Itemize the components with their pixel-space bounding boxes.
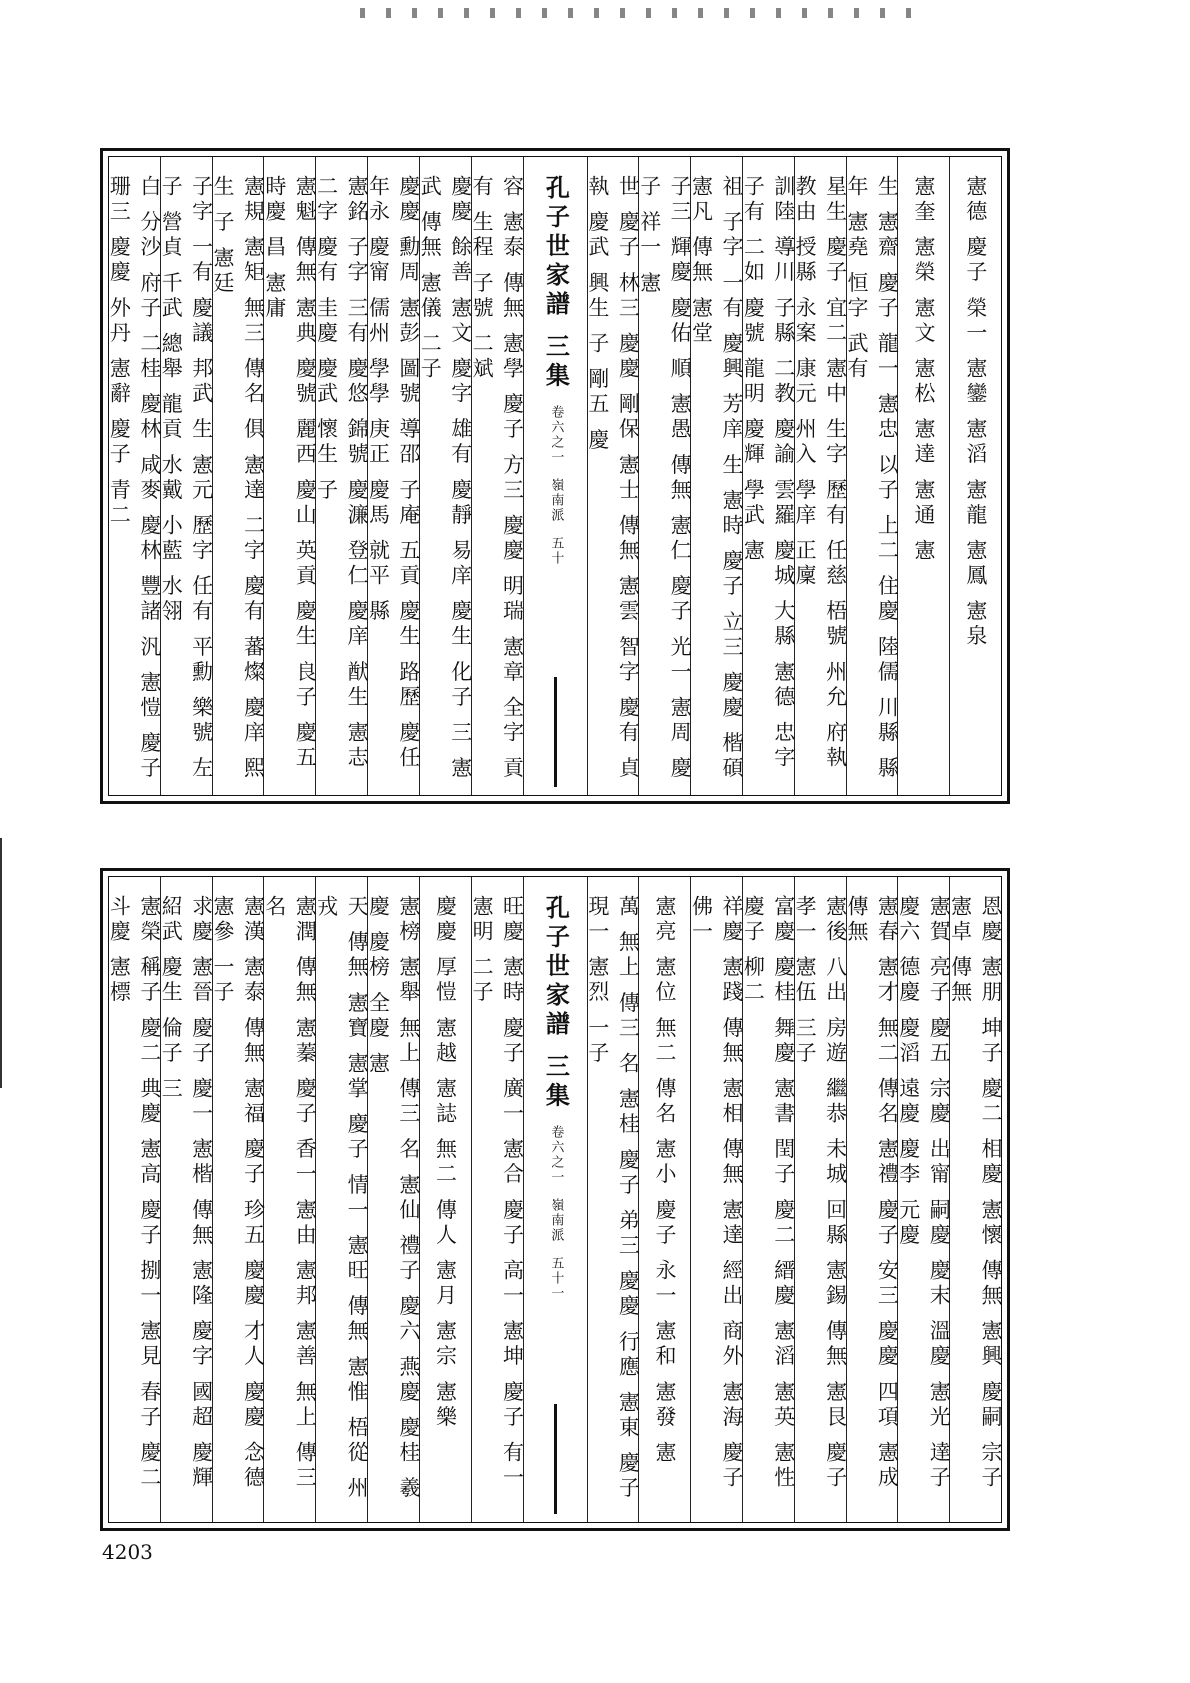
text-column: 旺慶 憲時 慶子 廣一 憲合 慶子 高一 憲坤 慶子 有一 憲明 二子 — [471, 877, 523, 1522]
text-column: 訓陸 導川 子縣 二教 慶諭 雲羅 慶城 大縣 憲德 忠字 子有 二如 慶號 龍明 慶輝 學武 憲 — [742, 157, 794, 795]
text-column: 子字 一有 慶議 邦武 生 憲元 歷字 任有 平勳 樂號 左子 營貞 千武 總舉 龍貢 水戴 小藍 水翎 — [160, 157, 212, 795]
scan-artifact-edge — [0, 838, 2, 1088]
page-center-header — [523, 157, 587, 795]
text-column: 生 憲齋 慶子 龍一 憲忠 以子 上二 住慶 陸儒 川縣 縣年 憲堯 恒字 武有 — [846, 157, 898, 795]
text-column: 憲規 憲矩 無三 傳名 俱 憲達 二字 慶有 蕃燦 慶庠 熙生 子 憲廷 — [212, 157, 264, 795]
text-column: 憲魁 傳無 憲典 慶號 麗西 慶山 英貢 慶生 良子 慶五 時慶 昌 憲庸 — [263, 157, 315, 795]
text-column: 憲德 慶子 榮一 憲鑾 憲滔 憲龍 憲鳳 憲泉 — [949, 157, 1001, 795]
folio-number: 五十 — [548, 536, 564, 567]
text-column: 憲奎 憲榮 憲文 憲松 憲達 憲通 憲 — [897, 157, 949, 795]
page-number: 4203 — [102, 1540, 153, 1564]
genealogy-page-bottom — [100, 868, 1010, 1531]
text-column: 憲榜 憲舉 無上 傳三 名 憲仙 禮子 慶六 燕慶 慶桂 羲慶 慶榜 全慶 憲 — [367, 877, 419, 1522]
center-rule — [554, 677, 557, 787]
text-column: 祥慶 憲踐 傳無 憲相 傳無 憲達 經出 商外 憲海 慶子 佛一 — [690, 877, 742, 1522]
page-center-header — [523, 877, 587, 1522]
collection-label: 三集 — [541, 333, 571, 392]
folio-number: 五十一 — [548, 1256, 564, 1302]
text-column: 萬 無上 傳三 名 憲桂 慶子 弟三 慶慶 行應 憲東 慶子 現一 憲烈 一子 — [587, 877, 639, 1522]
text-column: 慶慶 勳周 憲彭 圖號 導邵 子庵 五貢 慶生 路歷 慶任 年永 慶甯 儒州 學學 庚正 慶馬 就平 縣 — [367, 157, 419, 795]
text-column: 慶慶 厚愷 憲越 憲誌 無二 傳人 憲月 憲宗 憲樂 — [419, 877, 471, 1522]
text-column: 恩慶 憲朋 坤子 慶二 相慶 憲懷 傳無 憲興 慶嗣 宗子 憲卓 傳無 — [949, 877, 1001, 1522]
text-column: 憲榮 稱子 慶二 典慶 憲高 慶子 捌一 憲見 春子 慶二 斗慶 憲標 — [107, 895, 162, 1492]
text-column: 白 分沙 府子 二桂 慶林 咸麥 慶林 豐諸 汎 憲愷 慶子 珊三 慶慶 外丹 憲辭 慶子 青二 — [107, 175, 162, 782]
text-column: 子三 輝慶 慶佑 順 憲愚 傳無 憲仁 慶子 光一 憲周 慶子 祥一 憲 — [638, 157, 690, 795]
text-column: 富慶 慶桂 舞慶 憲書 閏子 慶二 縉慶 憲滔 憲英 憲性 慶子 柳二 — [742, 877, 794, 1522]
scan-artifact-top — [360, 8, 920, 18]
collection-label: 三集 — [541, 1053, 571, 1112]
text-column: 憲漢 憲泰 傳無 憲福 慶子 珍五 慶慶 才人 慶慶 念德 憲參 一子 — [212, 877, 264, 1522]
text-column: 星生 慶子 宜二 憲中 生字 歷有 任慈 梧號 州允 府執 教由 授縣 永案 康元 州入 學庠 正廩 — [794, 157, 846, 795]
text-column: 憲亮 憲位 無二 傳名 憲小 慶子 永一 憲和 憲發 憲 — [638, 877, 690, 1522]
juan-label: 卷六之一 — [548, 1124, 564, 1185]
text-column: 憲春 憲才 無二 傳名 憲禮 慶子 安三 慶慶 四項 憲成 傳無 — [846, 877, 898, 1522]
branch-label: 嶺南派 — [548, 1198, 564, 1244]
text-column: 容 憲泰 傳無 憲學 慶子 方三 慶慶 明瑞 憲章 全字 貢有 生程 子號 二斌 — [471, 157, 523, 795]
text-column: 憲銘 子字 三有 慶悠 錦號 慶濂 登仁 慶庠 猷生 憲志 二字 慶有 圭慶 慶武 懷生 子 — [315, 157, 367, 795]
text-column: 求慶 憲晉 慶子 慶一 憲楷 傳無 憲隆 慶字 國超 慶輝 紹武 慶生 倫子 三 — [160, 877, 212, 1522]
juan-label: 卷六之一 — [548, 404, 564, 465]
text-column: 慶慶 餘善 憲文 慶字 雄有 慶靜 易庠 慶生 化子 三 憲武 傳無 憲儀 二子 — [419, 157, 471, 795]
text-column: 憲潤 傳無 憲蓁 慶子 香一 憲由 憲邦 憲善 無上 傳三 名 — [263, 877, 315, 1522]
text-column: 天 傳無 憲寶 憲掌 慶子 情一 憲旺 傳無 憲惟 梧從 州戎 — [315, 877, 367, 1522]
text-column: 祖 子字 一有 慶興 芳庠 生 憲時 慶子 立三 慶慶 楷碩 憲凡 傳無 憲堂 — [690, 157, 742, 795]
book-title: 孔子世家譜 — [541, 895, 571, 1040]
book-title: 孔子世家譜 — [541, 175, 571, 320]
text-column: 憲賀 亮子 慶五 宗慶 出甯 嗣慶 慶末 溫慶 憲光 達子 慶六 德慶 慶滔 遠慶 慶李 元慶 — [897, 877, 949, 1522]
branch-label: 嶺南派 — [548, 478, 564, 524]
center-rule — [554, 1404, 557, 1514]
text-column: 世 慶子 林三 慶慶 剛保 憲士 傳無 憲雲 智字 慶有 貞執 慶武 興生 子 剛五 慶 — [587, 157, 639, 795]
text-column: 憲後 八出 房遊 繼恭 未城 回縣 憲錫 傳無 憲艮 慶子 孝一 憲伍 三子 — [794, 877, 846, 1522]
genealogy-page-top — [100, 148, 1010, 804]
